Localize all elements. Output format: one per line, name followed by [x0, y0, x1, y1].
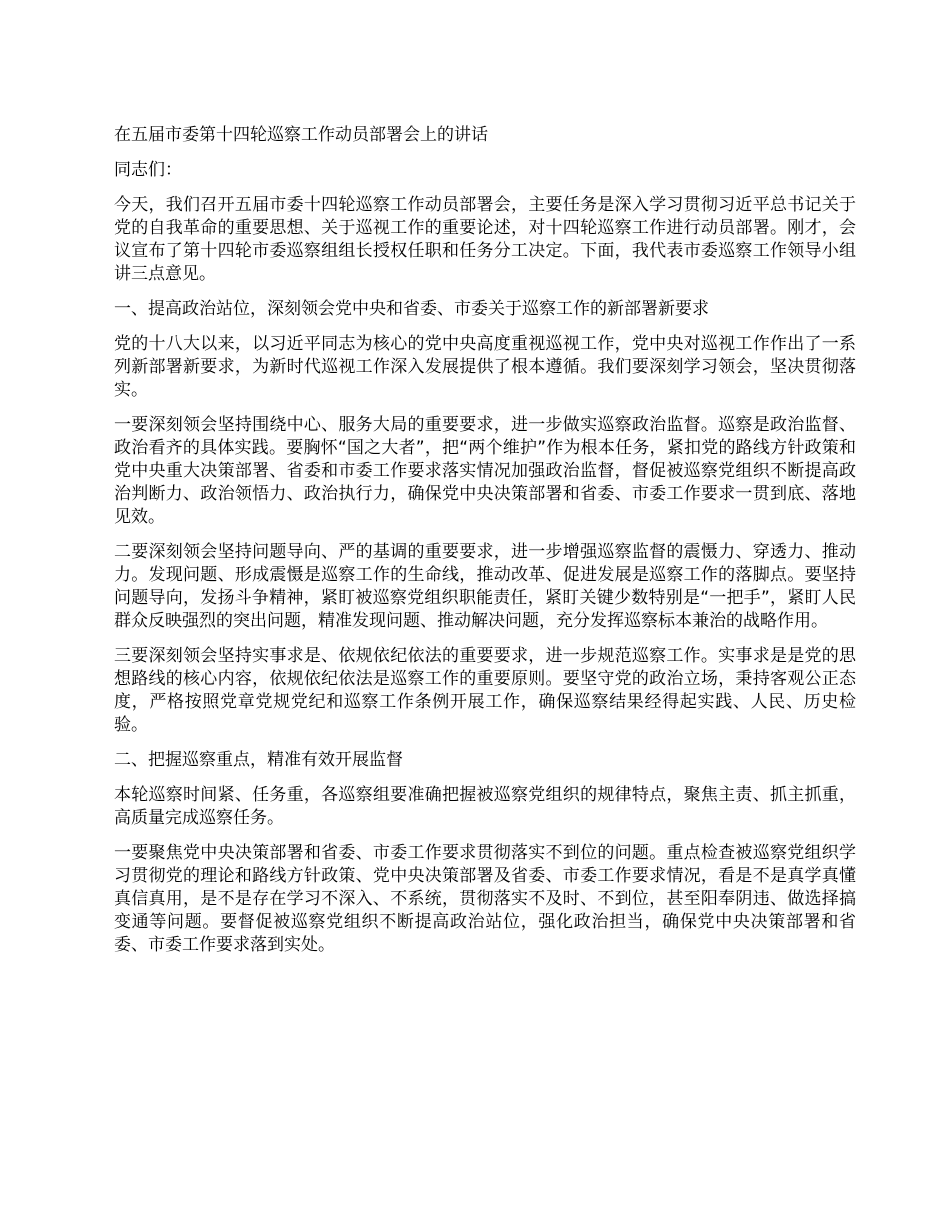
- section-1-heading: 一、提高政治站位，深刻领会党中央和省委、市委关于巡察工作的新部署新要求: [114, 299, 709, 319]
- intro-paragraph: 今天，我们召开五届市委十四轮巡察工作动员部署会，主要任务是深入学习贯彻习近平总书记关于党的自我革命的重要思想、关于巡视工作的重要论述，对十四轮巡察工作进行动员部署。刚才，会议宣布了第十四轮市委巡察组组长授权任职和任务分工决定。下面，我代表市委巡察工作领导小组讲三点意见。: [114, 195, 856, 284]
- section-1-intro-paragraph: 党的十八大以来，以习近平同志为核心的党中央高度重视巡视工作，党中央对巡视工作作出了一系列新部署新要求，为新时代巡视工作深入发展提供了根本遵循。我们要深刻学习领会，坚决贯彻落实。: [114, 334, 856, 400]
- section-1-paragraph-1: 一要深刻领会坚持围绕中心、服务大局的重要要求，进一步做实巡察政治监督。巡察是政治监督、政治看齐的具体实践。要胸怀“国之大者”，把“两个维护”作为根本任务，紧扣党的路线方针政策和党中央重大决策部署、省委和市委工作要求落实情况加强政治监督，督促被巡察党组织不断提高政治判断力、政治领悟力、政治执行力，确保党中央决策部署和省委、市委工作要求一贯到底、落地见效。: [114, 415, 856, 527]
- salutation: 同志们：: [114, 160, 182, 180]
- section-1-paragraph-2: 二要深刻领会坚持问题导向、严的基调的重要要求，进一步增强巡察监督的震慑力、穿透力、推动力。发现问题、形成震慑是巡察工作的生命线，推动改革、促进发展是巡察工作的落脚点。要坚持问题导向，发扬斗争精神，紧盯被巡察党组织职能责任，紧盯关键少数特别是“一把手”，紧盯人民群众反映强烈的突出问题，精准发现问题、推动解决问题，充分发挥巡察标本兼治的战略作用。: [114, 542, 856, 631]
- section-2-paragraph-1: 一要聚焦党中央决策部署和省委、市委工作要求贯彻落实不到位的问题。重点检查被巡察党组织学习贯彻党的理论和路线方针政策、党中央决策部署及省委、市委工作要求情况，看是不是真学真懂真信真用，是不是存在学习不深入、不系统，贯彻落实不及时、不到位，甚至阳奉阴违、做选择搞变通等问题。要督促被巡察党组织不断提高政治站位，强化政治担当，确保党中央决策部署和省委、市委工作要求落到实处。: [114, 843, 856, 955]
- section-2-intro-paragraph: 本轮巡察时间紧、任务重，各巡察组要准确把握被巡察党组织的规律特点，聚焦主责、抓主抓重，高质量完成巡察任务。: [114, 785, 856, 828]
- section-1-paragraph-3: 三要深刻领会坚持实事求是、依规依纪依法的重要要求，进一步规范巡察工作。实事求是是党的思想路线的核心内容，依规依纪依法是巡察工作的重要原则。要坚守党的政治立场，秉持客观公正态度，严格按照党章党规党纪和巡察工作条例开展工作，确保巡察结果经得起实践、人民、历史检验。: [114, 646, 856, 735]
- section-2-heading: 二、把握巡察重点，精准有效开展监督: [114, 750, 403, 770]
- document-title: 在五届市委第十四轮巡察工作动员部署会上的讲话: [114, 125, 488, 145]
- document-page: [114, 124, 856, 969]
